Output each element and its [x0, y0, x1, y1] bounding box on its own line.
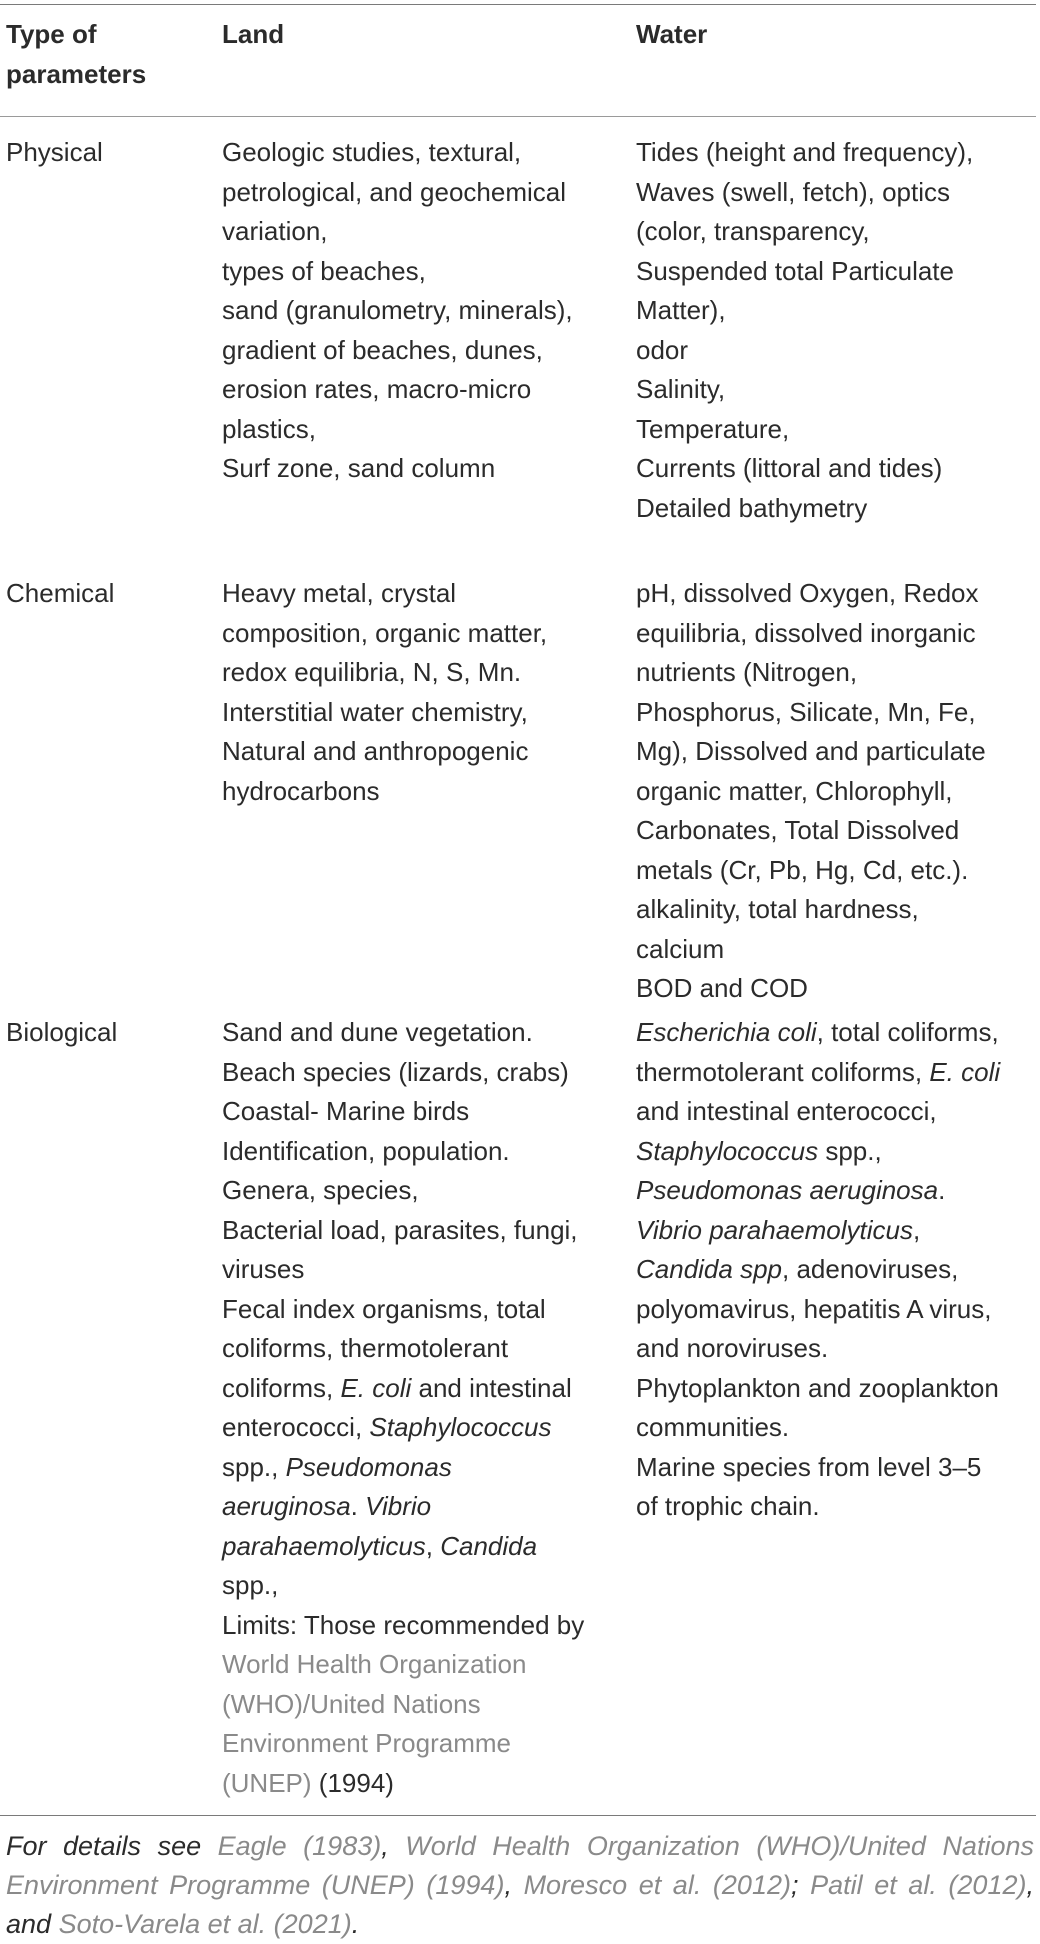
reference-link[interactable]: Patil et al. (2012)	[810, 1870, 1027, 1900]
text-line: Detailed bathymetry	[636, 492, 868, 523]
text-line: Salinity,	[636, 374, 726, 404]
footnote-line-2	[6, 1866, 1034, 1905]
header-type-of-parameters	[6, 14, 146, 94]
row-chemical-land	[222, 574, 547, 811]
text-line	[636, 1053, 1000, 1093]
text-line: spp.,	[222, 1570, 279, 1600]
text-line	[636, 1013, 1000, 1053]
text-line: Marine species from level 3–5	[636, 1451, 982, 1482]
text-line: and noroviruses.	[636, 1333, 829, 1363]
row-physical-type: Physical	[6, 137, 103, 167]
text-line: Fecal index organisms, total	[222, 1293, 546, 1324]
text-line: Currents (littoral and tides)	[636, 453, 943, 483]
text-line: Carbonates, Total Dissolved	[636, 815, 960, 845]
text-line: viruses	[222, 1254, 305, 1284]
text-line: organic matter, Chlorophyll,	[636, 775, 953, 806]
text-line: gradient of beaches, dunes,	[222, 334, 543, 365]
footnote-line-1	[6, 1827, 1034, 1866]
reference-link[interactable]: (WHO)/United Nations	[222, 1688, 481, 1719]
text-line: composition, organic matter,	[222, 617, 548, 648]
text-line: Bacterial load, parasites, fungi,	[222, 1214, 578, 1245]
taxon-name: E. coli	[340, 1372, 412, 1403]
text-line: coliforms, thermotolerant	[222, 1333, 509, 1363]
row-chemical-water	[636, 574, 986, 1009]
text-line: Geologic studies, textural,	[222, 137, 522, 167]
text-segment: .	[351, 1909, 360, 1939]
text-line: Identification, population.	[222, 1135, 510, 1166]
text-line: Waves (swell, fetch), optics	[636, 176, 951, 207]
text-line: Heavy metal, crystal	[222, 578, 457, 608]
reference-link[interactable]: (UNEP)	[222, 1767, 312, 1798]
text-segment: coliforms,	[222, 1372, 341, 1403]
text-segment: ;	[790, 1870, 811, 1900]
taxon-name: parahaemolyticus	[222, 1530, 426, 1561]
text-line: equilibria, dissolved inorganic	[636, 617, 976, 648]
text-segment: , adenoviruses,	[782, 1254, 959, 1284]
text-segment: ,	[504, 1870, 524, 1900]
table-bottom-rule	[0, 1815, 1036, 1816]
text-segment: and	[6, 1909, 59, 1939]
text-line: metals (Cr, Pb, Hg, Cd, etc.).	[636, 854, 969, 885]
text-line	[222, 1764, 584, 1804]
text-line	[222, 1408, 584, 1448]
text-line: Mg), Dissolved and particulate	[636, 736, 986, 766]
text-line: Natural and anthropogenic	[222, 736, 529, 766]
row-biological-type: Biological	[6, 1017, 118, 1047]
text-line: calcium	[636, 933, 725, 964]
footnote-line-3	[6, 1905, 1034, 1944]
text-line: Phytoplankton and zooplankton	[636, 1372, 999, 1403]
text-segment: spp.,	[222, 1451, 286, 1482]
text-line: Sand and dune vegetation.	[222, 1017, 533, 1047]
text-line: and intestinal enterococci,	[636, 1096, 937, 1126]
text-segment: ,	[1026, 1870, 1034, 1900]
text-segment: enterococci,	[222, 1412, 370, 1442]
taxon-name: Pseudomonas	[285, 1451, 452, 1482]
text-line	[222, 1527, 584, 1567]
text-line: Matter),	[636, 295, 726, 325]
text-line: Beach species (lizards, crabs)	[222, 1056, 569, 1087]
header-land: Land	[222, 19, 285, 49]
taxon-name: Staphylococcus	[636, 1135, 819, 1166]
header-type-line-2: parameters	[6, 59, 147, 89]
text-line: of trophic chain.	[636, 1491, 820, 1521]
text-segment: ,	[381, 1831, 406, 1861]
text-line: BOD and COD	[636, 973, 808, 1003]
text-line	[636, 1132, 1000, 1172]
text-segment: (1994)	[311, 1767, 394, 1798]
text-line: Tides (height and frequency),	[636, 137, 974, 167]
reference-link[interactable]: Soto-Varela et al. (2021)	[58, 1909, 352, 1939]
text-line: odor	[636, 334, 689, 365]
taxon-name: Pseudomonas aeruginosa	[636, 1175, 939, 1205]
text-line: erosion rates, macro-micro	[222, 374, 532, 404]
text-segment: .	[938, 1175, 946, 1205]
text-line: variation,	[222, 216, 328, 246]
text-line: Phosphorus, Silicate, Mn, Fe,	[636, 696, 976, 727]
taxon-name: Vibrio	[365, 1491, 432, 1521]
reference-link[interactable]: World Health Organization	[222, 1649, 527, 1679]
text-line: alkalinity, total hardness,	[636, 894, 919, 924]
text-segment: , total coliforms,	[816, 1017, 999, 1047]
text-line: Suspended total Particulate	[636, 255, 954, 286]
text-line: redox equilibria, N, S, Mn.	[222, 657, 522, 687]
row-biological-land	[222, 1013, 584, 1803]
taxon-name: Staphylococcus	[369, 1412, 552, 1442]
row-biological-water	[636, 1013, 1000, 1527]
taxon-name: Vibrio parahaemolyticus	[636, 1214, 913, 1245]
text-line: polyomavirus, hepatitis A virus,	[636, 1293, 992, 1324]
text-line: plastics,	[222, 413, 316, 444]
text-line: Interstitial water chemistry,	[222, 696, 528, 727]
taxon-name: aeruginosa	[222, 1491, 351, 1521]
text-line	[222, 1487, 584, 1527]
row-chemical-type: Chemical	[6, 578, 115, 608]
text-line	[636, 1250, 1000, 1290]
text-line: Genera, species,	[222, 1175, 419, 1205]
text-segment: .	[350, 1491, 366, 1521]
text-line: pH, dissolved Oxygen, Redox	[636, 578, 979, 608]
text-segment: spp.,	[818, 1135, 882, 1166]
text-line: Limits: Those recommended by	[222, 1609, 585, 1640]
header-type-line-1: Type of	[6, 19, 97, 49]
text-segment: ,	[913, 1214, 921, 1245]
text-segment: and intestinal	[411, 1372, 572, 1403]
reference-link[interactable]: Environment Programme	[222, 1728, 511, 1758]
header-water: Water	[636, 19, 708, 49]
text-line	[222, 1369, 584, 1409]
taxon-name: Candida	[440, 1530, 538, 1561]
taxon-name: Candida spp	[636, 1254, 782, 1284]
row-physical-water	[636, 133, 973, 528]
text-line	[636, 1171, 1000, 1211]
text-line: communities.	[636, 1412, 790, 1442]
text-segment: ,	[425, 1530, 441, 1561]
table-top-rule	[0, 4, 1036, 5]
text-line: Surf zone, sand column	[222, 453, 496, 483]
taxon-name: Escherichia coli	[636, 1017, 817, 1047]
reference-link[interactable]: World Health Organization (WHO)/United Nations	[405, 1831, 1034, 1861]
text-line	[222, 1448, 584, 1488]
reference-link[interactable]: Moresco et al. (2012)	[523, 1870, 791, 1900]
text-line	[636, 1211, 1000, 1251]
text-line: petrological, and geochemical	[222, 176, 566, 207]
taxon-name: E. coli	[929, 1056, 1001, 1087]
text-line: types of beaches,	[222, 255, 426, 286]
reference-link[interactable]: Eagle (1983)	[217, 1831, 382, 1861]
text-line: Temperature,	[636, 413, 790, 444]
text-line: sand (granulometry, minerals),	[222, 295, 573, 325]
header-rule	[0, 116, 1036, 117]
text-line: (color, transparency,	[636, 216, 870, 246]
text-line: hydrocarbons	[222, 775, 380, 806]
row-physical-land	[222, 133, 573, 489]
text-line: nutrients (Nitrogen,	[636, 657, 858, 687]
text-line: Coastal- Marine birds	[222, 1096, 470, 1126]
reference-link[interactable]: Environment Programme (UNEP) (1994)	[6, 1870, 505, 1900]
table-footnote	[6, 1827, 1034, 1944]
text-segment: thermotolerant coliforms,	[636, 1056, 930, 1087]
text-segment: For details see	[6, 1831, 218, 1861]
